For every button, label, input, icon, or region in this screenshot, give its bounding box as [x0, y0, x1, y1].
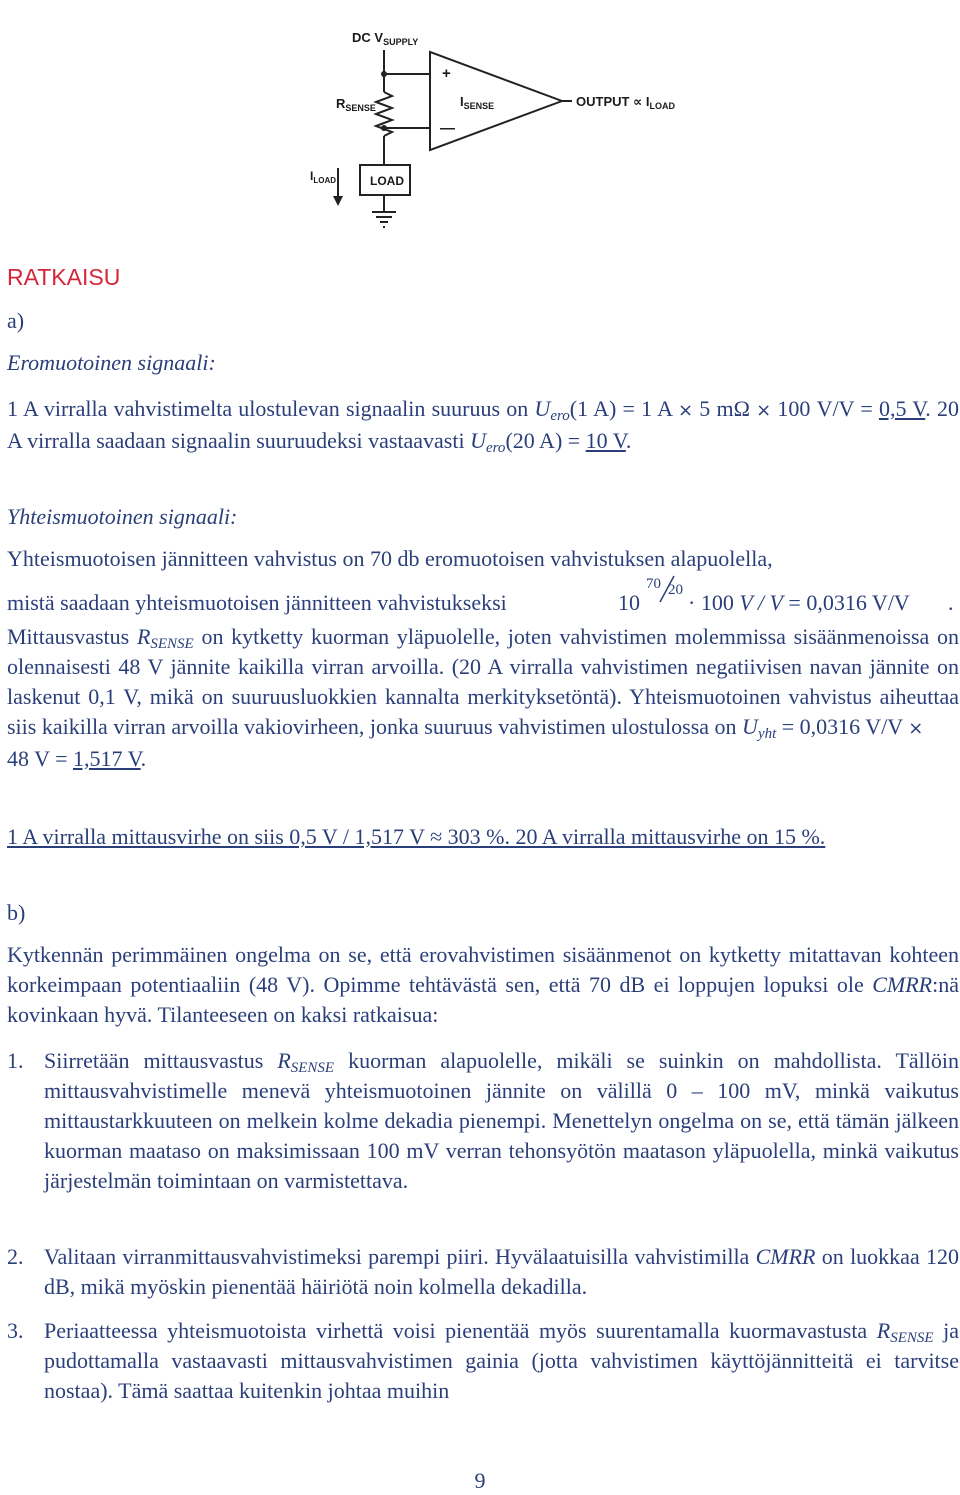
ground-symbol [372, 212, 396, 227]
common-signal-line1: Yhteismuotoisen jännitteen vahvistus on 70 db eromuotoisen vahvistuksen alapuolella, [7, 546, 773, 571]
dc-vsupply-label: DC $V_{SUPPLY}$ [352, 30, 419, 47]
common-signal-title: Yhteismuotoinen signaali: [7, 504, 238, 529]
isense-label: $I_{SENSE}$ [460, 94, 495, 111]
diff-signal-title: Eromuotoinen signaali: [7, 350, 216, 375]
part-b-paragraph: Kytkennän perimmäinen ongelma on se, että erovahvistimen sisäänmenot on kytketty mitattavan kohteen korkeimpaan potentiaaliin (48 V). Opimme tehtävästä sen, että 70 dB ei loppujen lopuksi ole CMRR:nä kovinkaan hyvä. Tilanteeseen on kaksi ratkaisua: [7, 942, 959, 1027]
part-a-label: a) [7, 308, 25, 333]
iload-label: $I_{LOAD}$ [310, 169, 337, 185]
circuit-diagram [300, 20, 700, 250]
solution-item-2: 2. Valitaan virranmittausvahvistimeksi parempi piiri. Hyvälaatuisilla vahvistimilla CMRR on luokkaa 120 dB, mikä myöskin pienentää häiriötä noin kolmella dekadilla. [7, 1244, 959, 1299]
page-number: 9 [474, 1468, 486, 1493]
output-label: OUTPUT ∝ $I_{LOAD}$ [576, 94, 676, 111]
diff-signal-paragraph: 1 A virralla vahvistimelta ulostulevan signaalin suuruus on $U_{ero}(1$ A) = 1 A × 5 mΩ × 100 V/V = 0,5 V. 20 A virralla saadaan signaalin suuruudeksi vastaavasti $U_{ero}(20$ A) = 10 V. [7, 396, 959, 456]
list-number: 2. [7, 1244, 24, 1269]
formula-period: . [948, 590, 954, 615]
list-number: 1. [7, 1048, 24, 1073]
load-label: LOAD [370, 174, 404, 188]
measurement-error-text: 1 A virralla mittausvirhe on siis 0,5 V / 1,517 V ≈ 303 %. 20 A virralla mittausvirhe on 15 %. [7, 824, 826, 849]
minus-input-sign: — [440, 120, 455, 137]
common-signal-line2: mistä saadaan yhteismuotoisen jännitteen vahvistukseksi [7, 590, 507, 615]
rsense-label: $R_{SENSE}$ [336, 96, 376, 113]
solution-item-3: 3. Periaatteessa yhteismuotoista virhettä voisi pienentää myös suurentamalla kuormavastusta $R_{SENSE}$ ja pudottamalla vastaavasti mittausvahvistimen gainia (jotta vahvistimen käyttöjännitteitä ei tarvitse nostaa). Tämä saattaa kuitenkin johtaa muihin [7, 1318, 959, 1403]
list-number: 3. [7, 1318, 24, 1343]
solution-item-1: 1. Siirretään mittausvastus $R_{SENSE}$ kuorman alapuolelle, mikäli se suinkin on mahdollista. Tällöin mittausvahvistimelle menevä yhteismuotoinen jännite on välillä 0 – 100 mV, minkä vaikutus mittaustarkkuuteen on melkein kolme dekadia pienempi. Menettelyn ongelma on se, että tämän jälkeen kuorman maataso on maksimissaan 100 mV verran tehonsyötön maatason yläpuolella, minkä vaikutus järjestelmän toimintaan on varmistettava. [7, 1048, 959, 1193]
heading-ratkaisu: RATKAISU [7, 264, 121, 290]
plus-input-sign: + [442, 65, 451, 82]
part-b-label: b) [7, 900, 26, 925]
common-signal-paragraph: Mittausvastus $R_{SENSE}$ on kytketty kuorman yläpuolelle, joten vahvistimen molemmissa sisäänmenoissa on olennaisesti 48 V jännite kaikilla virran arvoilla. (20 A virralla vahvistimen negatiivisen navan jännite on laskenut 0,1 V, mikä on suuruusluokkien kannalta merkityksetöntä). Yhteismuotoinen vahvistus aiheuttaa siis kaikilla virran arvoilla vakiovirheen, jonka suuruus vahvistimen ulostulossa on $U_{yht} = 0,0316$ V/V × 48 V = 1,517 V. [7, 624, 959, 771]
gain-formula: 10 70 20 · 100 V / V = 0,0316 V/V [618, 576, 910, 615]
